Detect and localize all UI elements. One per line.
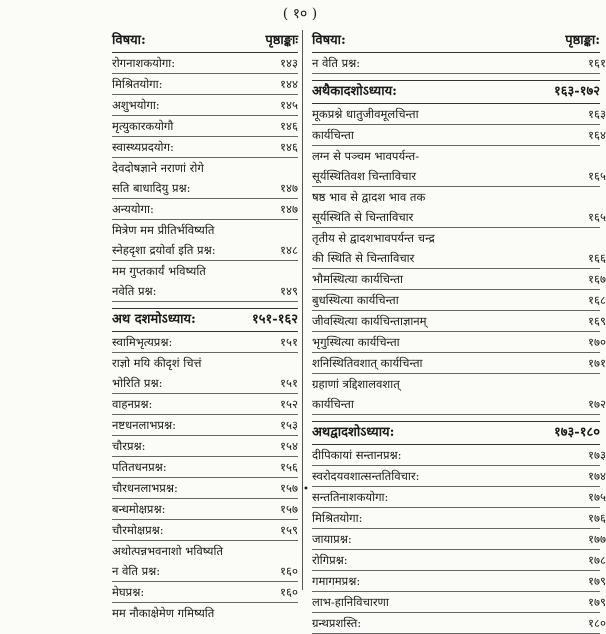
chapter-10-heading bbox=[112, 308, 298, 332]
entry-page: १७८ bbox=[588, 553, 606, 567]
toc-entry bbox=[112, 281, 298, 302]
toc-entry bbox=[312, 146, 600, 166]
toc-entry bbox=[112, 436, 298, 457]
chapter-title: अथ दशमोऽध्याय: bbox=[112, 312, 196, 327]
entry-page: १६७ bbox=[588, 272, 606, 286]
entry-text: की स्थिति से चिन्ताविचार bbox=[312, 251, 415, 265]
toc-entry bbox=[312, 613, 606, 634]
entry-text: मम गुप्तकार्यं भविष्यति bbox=[112, 264, 206, 278]
chapter-10-entries bbox=[112, 332, 298, 623]
toc-entry bbox=[112, 53, 298, 74]
entry-page: १४९ bbox=[280, 284, 298, 298]
entry-page: १५२ bbox=[280, 397, 298, 411]
entry-text: स्वास्थ्यप्रदयोग: bbox=[112, 140, 174, 154]
chapter-title: अथैकादशोऽध्याय: bbox=[312, 84, 397, 99]
entry-text: न वेति प्रश्न: bbox=[312, 56, 361, 70]
left-column bbox=[112, 30, 298, 623]
subject-heading: विषया: bbox=[112, 33, 146, 48]
entry-page: १५१ bbox=[280, 376, 298, 390]
toc-entry bbox=[112, 603, 298, 623]
toc-entry bbox=[112, 520, 298, 541]
entry-text: बुधस्थित्या कार्यचिन्ता bbox=[312, 293, 399, 307]
entry-text: शनिस्थितिवशात् कार्यचिन्ता bbox=[312, 356, 423, 370]
entry-text: जीवस्थित्या कार्यचिन्ताज्ञानम् bbox=[312, 314, 427, 328]
entry-page: १४८ bbox=[280, 243, 298, 257]
toc-entry bbox=[312, 166, 606, 187]
entry-page: १४६ bbox=[280, 119, 298, 133]
entry-page: १४७ bbox=[280, 202, 298, 216]
page-heading: पृष्ठाङ्काः bbox=[265, 33, 298, 48]
entry-text: तृतीय से द्वादशभावपर्यन्त चन्द्र bbox=[312, 231, 435, 245]
entry-text: मृत्युकारकयोगौ bbox=[112, 119, 174, 133]
toc-entry bbox=[112, 178, 298, 199]
entry-text: ग्रहाणां त्रद्दिशालवशात् bbox=[312, 377, 400, 391]
toc-entry bbox=[112, 415, 298, 436]
entry-page: १४४ bbox=[280, 77, 298, 91]
entry-page: १५१ bbox=[280, 335, 298, 349]
entry-page: १५३ bbox=[280, 418, 298, 432]
entry-page: १६० bbox=[280, 585, 298, 599]
toc-entry bbox=[112, 499, 298, 520]
entry-text: जायाप्रश्न: bbox=[312, 532, 352, 546]
entry-text: स्वरोदयवशात्सन्ततिविचार: bbox=[312, 469, 420, 483]
toc-entry bbox=[312, 571, 606, 592]
entry-page: १४६ bbox=[280, 140, 298, 154]
entry-text: सूर्यस्थितिवश चिन्ताविचार bbox=[312, 169, 417, 183]
toc-entry bbox=[112, 220, 298, 240]
toc-entry bbox=[312, 487, 606, 508]
entry-text: राज्ञो मयि कीदृशं चित्तं bbox=[112, 356, 202, 370]
toc-entry bbox=[112, 541, 298, 561]
chapter-12-heading bbox=[312, 421, 600, 445]
chapter-12-entries bbox=[312, 445, 606, 634]
toc-entry bbox=[312, 104, 606, 125]
toc-entry bbox=[112, 240, 298, 261]
entry-page: १६० bbox=[280, 564, 298, 578]
toc-entry bbox=[312, 228, 600, 248]
left-entries bbox=[112, 53, 298, 302]
entry-text: दीपिकायां सन्तानप्रश्न: bbox=[312, 448, 402, 462]
entry-text: मूकप्रश्ने धातुजीवमूलचिन्ता bbox=[312, 107, 419, 121]
right-header bbox=[312, 30, 600, 53]
entry-page: १४७ bbox=[280, 181, 298, 195]
toc-entry bbox=[112, 457, 298, 478]
right-entries bbox=[312, 53, 606, 74]
page-heading: पृष्ठाङ्का: bbox=[565, 33, 600, 48]
entry-page: १६३ bbox=[588, 107, 606, 121]
toc-entry bbox=[112, 478, 298, 499]
toc-entry bbox=[112, 95, 298, 116]
entry-page: १६४ bbox=[588, 128, 606, 142]
toc-entry bbox=[312, 374, 600, 394]
entry-page: १६८ bbox=[588, 293, 606, 307]
toc-entry bbox=[312, 53, 606, 74]
entry-page: १५६ bbox=[280, 460, 298, 474]
entry-page: १६५ bbox=[588, 169, 606, 183]
toc-entry bbox=[312, 353, 606, 374]
entry-page: १६१ bbox=[588, 56, 606, 70]
toc-entry bbox=[112, 199, 298, 220]
toc-entry bbox=[112, 394, 298, 415]
entry-page: १८० bbox=[588, 616, 606, 630]
entry-text: स्वामिभृत्यप्रश्न: bbox=[112, 335, 173, 349]
toc-entry bbox=[312, 269, 606, 290]
toc-entry bbox=[312, 592, 606, 613]
entry-text: चौरप्रश्न: bbox=[112, 439, 146, 453]
toc-entry bbox=[112, 353, 298, 373]
entry-text: लग्न से पञ्चम भावपर्यन्त- bbox=[312, 149, 420, 163]
entry-page: १५७ bbox=[280, 481, 298, 495]
toc-entry bbox=[112, 582, 298, 603]
toc-entry bbox=[312, 125, 606, 146]
entry-text: रोगनाशकयोगा: bbox=[112, 56, 176, 70]
entry-page: १५४ bbox=[280, 439, 298, 453]
bullet-mark: • bbox=[303, 484, 309, 495]
toc-entry bbox=[112, 561, 298, 582]
entry-text: अथोत्पन्नभवनाशो भविष्यति bbox=[112, 544, 223, 558]
entry-text: न वेति प्रश्न: bbox=[112, 564, 161, 578]
entry-text: मिश्रितयोगा: bbox=[312, 511, 363, 525]
entry-text: चौरमोक्षप्रश्न: bbox=[112, 523, 164, 537]
chapter-11-heading bbox=[312, 80, 600, 104]
entry-text: षष्ठ भाव से द्वादश भाव तक bbox=[312, 190, 426, 204]
toc-entry bbox=[112, 332, 298, 353]
entry-text: रोगिप्रश्न: bbox=[312, 553, 348, 567]
entry-page: १७० bbox=[588, 335, 606, 349]
entry-page: १७९ bbox=[588, 574, 606, 588]
entry-page: १७३ bbox=[588, 448, 606, 462]
entry-page: १७४ bbox=[588, 469, 606, 483]
entry-text: मिश्रितयोगा: bbox=[112, 77, 163, 91]
entry-text: मित्रेण मम प्रीतिर्भविष्यति bbox=[112, 223, 215, 237]
entry-text: स्नेहदृशा द्रयोर्वा इति प्रश्न: bbox=[112, 243, 216, 257]
toc-entry bbox=[112, 137, 298, 158]
toc-entry bbox=[312, 187, 600, 207]
toc-entry bbox=[112, 74, 298, 95]
entry-page: १६६ bbox=[588, 251, 606, 265]
entry-page: १७७ bbox=[588, 532, 606, 546]
toc-entry bbox=[312, 508, 606, 529]
toc-entry bbox=[312, 248, 606, 269]
chapter-11-entries bbox=[312, 104, 606, 415]
column-divider bbox=[302, 30, 303, 590]
toc-entry bbox=[312, 394, 606, 415]
entry-text: बन्धमोक्षप्रश्न: bbox=[112, 502, 166, 516]
entry-text: भौमस्थित्या कार्यचिन्ता bbox=[312, 272, 403, 286]
entry-page: १६९ bbox=[588, 314, 606, 328]
entry-text: भृगुस्थित्या कार्यचिन्ता bbox=[312, 335, 400, 349]
entry-text: सूर्यस्थिति से चिन्ताविचार bbox=[312, 210, 414, 224]
entry-text: वाहनप्रश्न: bbox=[112, 397, 153, 411]
entry-text: ग्रन्थप्रशस्ति: bbox=[312, 616, 362, 630]
subject-heading: विषया: bbox=[312, 33, 346, 48]
entry-page: १४५ bbox=[280, 98, 298, 112]
toc-entry bbox=[312, 550, 606, 571]
entry-text: सन्ततिनाशकयोगा: bbox=[312, 490, 389, 504]
right-column bbox=[312, 30, 606, 634]
entry-page: १५९ bbox=[280, 523, 298, 537]
entry-text: अन्ययोगा: bbox=[112, 202, 154, 216]
page-number: ( १० ) bbox=[282, 6, 318, 22]
entry-text: कार्यचिन्ता bbox=[312, 397, 354, 411]
toc-entry bbox=[312, 445, 606, 466]
toc-entry bbox=[312, 290, 606, 311]
entry-text: मम नौकाक्षेमेण गमिष्यति bbox=[112, 606, 215, 620]
chapter-range: १५१-१६२ bbox=[252, 312, 298, 327]
entry-text: अशुभयोगा: bbox=[112, 98, 160, 112]
entry-text: लाभ-हानिविचारणा bbox=[312, 595, 389, 609]
entry-page: १७६ bbox=[588, 511, 606, 525]
chapter-title: अथद्वादशोऽध्याय: bbox=[312, 425, 395, 440]
toc-entry bbox=[312, 332, 606, 353]
chapter-range: १६३-१७२ bbox=[554, 84, 600, 99]
toc-entry bbox=[312, 311, 606, 332]
entry-page: १४३ bbox=[280, 56, 298, 70]
left-header bbox=[112, 30, 298, 53]
chapter-range: १७३-१८० bbox=[554, 425, 600, 440]
entry-text: मेघप्रश्न: bbox=[112, 585, 145, 599]
entry-page: १७९ bbox=[588, 595, 606, 609]
entry-text: भोरिति प्रश्न: bbox=[112, 376, 163, 390]
entry-text: पतितधनप्रश्न: bbox=[112, 460, 167, 474]
toc-entry bbox=[312, 466, 606, 487]
entry-text: सति बाधादियु प्रश्न: bbox=[112, 181, 191, 195]
entry-page: १६५ bbox=[588, 210, 606, 224]
entry-text: कार्यचिन्ता bbox=[312, 128, 354, 142]
entry-text: नष्टधनलाभप्रश्न: bbox=[112, 418, 176, 432]
entry-text: चौरधनलाभप्रश्न: bbox=[112, 481, 178, 495]
toc-entry bbox=[112, 158, 298, 178]
entry-text: देवदोषज्ञाने नराणां रोगे bbox=[112, 161, 204, 175]
toc-entry bbox=[112, 373, 298, 394]
toc-entry bbox=[312, 207, 606, 228]
entry-page: १७२ bbox=[588, 397, 606, 411]
entry-text: गमागमप्रश्न: bbox=[312, 574, 361, 588]
entry-page: १७१ bbox=[588, 356, 606, 370]
toc-entry bbox=[312, 529, 606, 550]
toc-entry bbox=[112, 261, 298, 281]
entry-text: नवेति प्रश्न: bbox=[112, 284, 157, 298]
toc-entry bbox=[112, 116, 298, 137]
entry-page: १७५ bbox=[588, 490, 606, 504]
entry-page: १५७ bbox=[280, 502, 298, 516]
